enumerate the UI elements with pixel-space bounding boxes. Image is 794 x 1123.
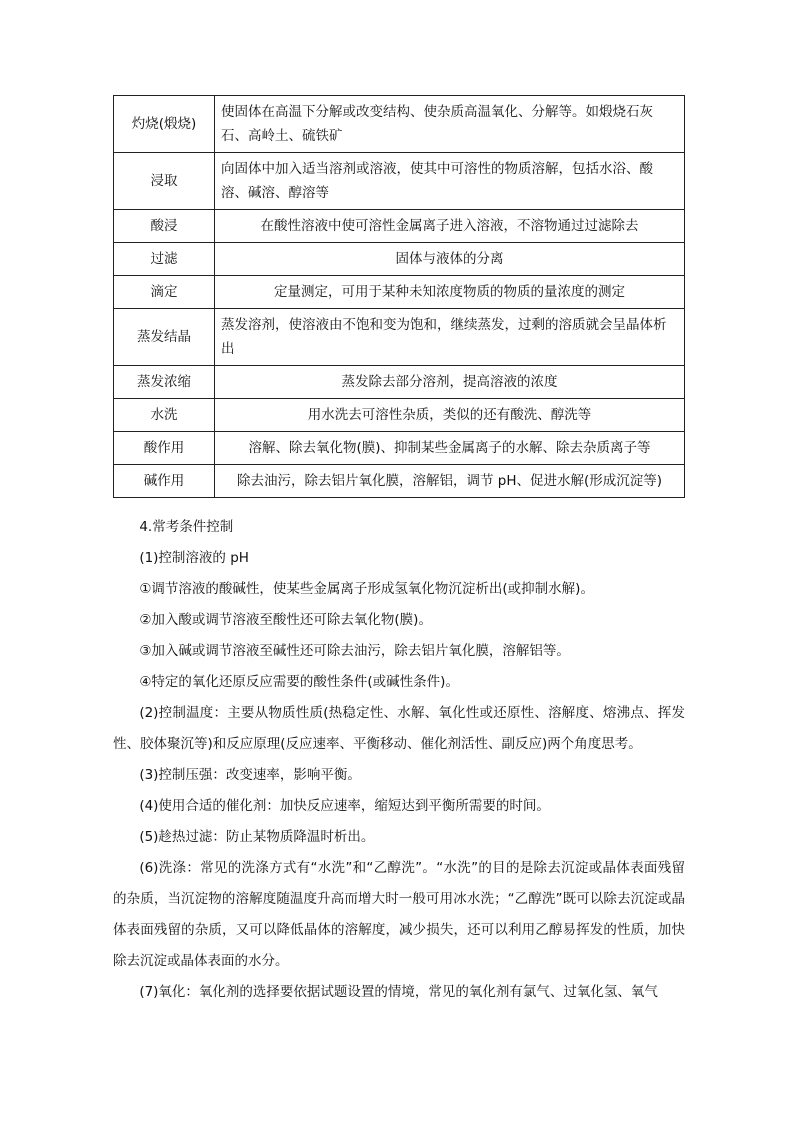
paragraph: (7)氧化：氧化剂的选择要依据试题设置的情境，常见的氧化剂有氯气、过氧化氢、氧气: [139, 984, 658, 1000]
table-row: [114, 465, 685, 498]
term-cell: 酸浸: [114, 210, 215, 243]
paragraph: (2)控制温度：主要从物质性质(热稳定性、水解、氧化性或还原性、溶解度、熔沸点、挥发性、胶体聚沉等)和反应原理(反应速率、平衡移动、催化剂活性、副反应)两个角度思考。: [113, 705, 685, 752]
section-heading: 4.常考条件控制: [139, 519, 234, 535]
table-row: [114, 366, 685, 399]
paragraph: ①调节溶液的酸碱性，使某些金属离子形成氢氧化物沉淀析出(或抑制水解)。: [139, 581, 594, 597]
paragraph: (6)洗涤：常见的洗涤方式有“水洗”和“乙醇洗”。“水洗”的目的是除去沉淀或晶体表面残留的杂质，当沉淀物的溶解度随温度升高而增大时一般可用冰水洗；“乙醇洗”既可以除去沉淀或晶体表面残留的杂质，又可以降低晶体的溶解度，减少损失，还可以利用乙醇易挥发的性质，加快除去沉淀或晶体表面的水分。: [113, 860, 685, 969]
description-cell: 用水洗去可溶性杂质，类似的还有酸洗、醇洗等: [215, 399, 685, 432]
operations-table: [113, 95, 685, 498]
table-row: [114, 276, 685, 309]
paragraph: ②加入酸或调节溶液至酸性还可除去氧化物(膜)。: [139, 612, 432, 628]
table-row: [114, 96, 685, 153]
paragraph: ③加入碱或调节溶液至碱性还可除去油污，除去铝片氧化膜，溶解铝等。: [139, 643, 570, 659]
term-cell: 浸取: [114, 153, 215, 210]
term-cell: 蒸发结晶: [114, 309, 215, 366]
paragraph: (3)控制压强：改变速率，影响平衡。: [139, 767, 361, 783]
paragraph: ④特定的氧化还原反应需要的酸性条件(或碱性条件)。: [139, 674, 459, 690]
term-cell: 酸作用: [114, 432, 215, 465]
description-cell: 蒸发溶剂，使溶液由不饱和变为饱和，继续蒸发，过剩的溶质就会呈晶体析出: [215, 309, 685, 366]
term-cell: 碱作用: [114, 465, 215, 498]
term-cell: 滴定: [114, 276, 215, 309]
paragraph: (4)使用合适的催化剂：加快反应速率，缩短达到平衡所需要的时间。: [139, 798, 550, 814]
table-row: [114, 399, 685, 432]
description-cell: 溶解、除去氧化物(膜)、抑制某些金属离子的水解、除去杂质离子等: [215, 432, 685, 465]
table-row: [114, 432, 685, 465]
term-cell: 水洗: [114, 399, 215, 432]
conditions-section: [113, 512, 685, 1008]
paragraph: (5)趁热过滤：防止某物质降温时析出。: [139, 829, 375, 845]
description-cell: 在酸性溶液中使可溶性金属离子进入溶液，不溶物通过过滤除去: [215, 210, 685, 243]
description-cell: 定量测定，可用于某种未知浓度物质的物质的量浓度的测定: [215, 276, 685, 309]
term-cell: 过滤: [114, 243, 215, 276]
table-row: [114, 210, 685, 243]
paragraph: (1)控制溶液的 pH: [139, 550, 249, 566]
description-cell: 向固体中加入适当溶剂或溶液，使其中可溶性的物质溶解，包括水浴、酸溶、碱溶、醇溶等: [215, 153, 685, 210]
table-row: [114, 243, 685, 276]
description-cell: 蒸发除去部分溶剂，提高溶液的浓度: [215, 366, 685, 399]
table-row: [114, 153, 685, 210]
term-cell: 蒸发浓缩: [114, 366, 215, 399]
operations-table-body: [114, 96, 685, 498]
description-cell: 除去油污，除去铝片氧化膜，溶解铝，调节 pH、促进水解(形成沉淀等): [215, 465, 685, 498]
description-cell: 固体与液体的分离: [215, 243, 685, 276]
table-row: [114, 309, 685, 366]
term-cell: 灼烧(煅烧): [114, 96, 215, 153]
description-cell: 使固体在高温下分解或改变结构、使杂质高温氧化、分解等。如煅烧石灰石、高岭土、硫铁矿: [215, 96, 685, 153]
